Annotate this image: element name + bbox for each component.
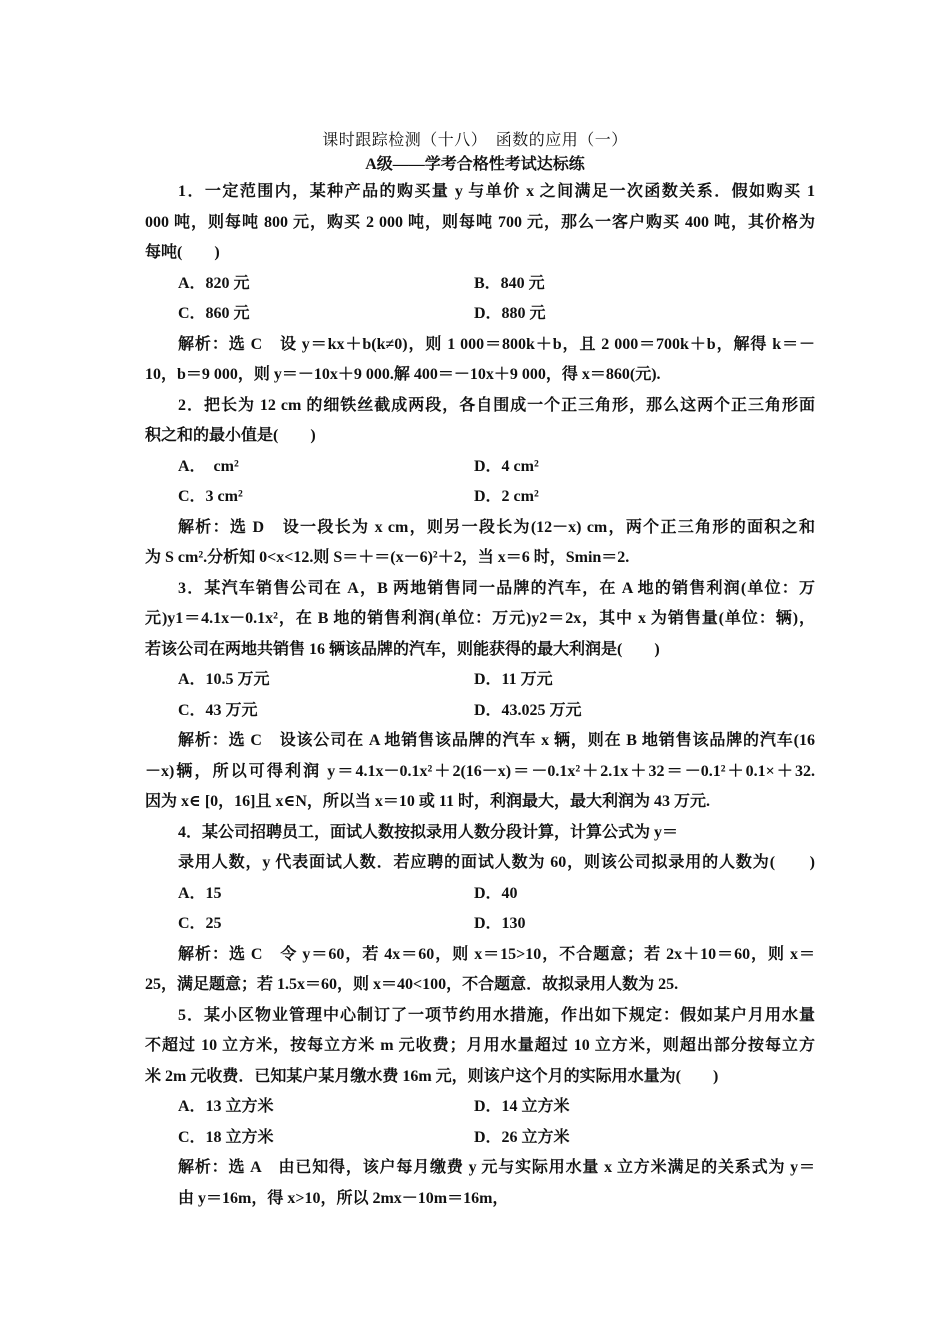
q1-solution-line-1: 解析：选 C 设 y＝kx＋b(k≠0)，则 1 000＝800k＋b，且 2 000＝700k＋b，解得 k＝－ <box>178 336 815 353</box>
q5-text-line-3: 米 2m 元收费．已知某户某月缴水费 16m 元，则该户这个月的实际用水量为( ) <box>145 1068 719 1085</box>
q5-option-b: D．14 立方米 <box>474 1098 570 1115</box>
q1-option-d: D．880 元 <box>474 305 546 322</box>
q4-option-b: D．40 <box>474 885 518 902</box>
q3-text-line-2: 元)y1＝4.1x－0.1x²，在 B 地的销售利润(单位：万元)y2＝2x，其中 x 为销售量(单位：辆)， <box>145 610 815 627</box>
q3-text-line-1: 3．某汽车销售公司在 A，B 两地销售同一品牌的汽车，在 A 地的销售利润(单位：万 <box>178 580 815 597</box>
q3-solution-line-3: 因为 x∈ [0，16]且 x∈N，所以当 x＝10 或 11 时，利润最大，最大利润为 43 万元. <box>145 793 711 810</box>
q5-option-a: A．13 立方米 <box>178 1098 274 1115</box>
q1-text-line-2: 000 吨，则每吨 800 元，购买 2 000 吨，则每吨 700 元，那么一客户购买 400 吨，其价格为 <box>145 214 815 231</box>
q2-text-line-1: 2．把长为 12 cm 的细铁丝截成两段，各自围成一个正三角形，那么这两个正三角形面 <box>178 397 815 414</box>
q3-solution-line-1: 解析：选 C 设该公司在 A 地销售该品牌的汽车 x 辆，则在 B 地销售该品牌的汽车(16 <box>178 732 815 749</box>
q2-solution-line-2: 为 S cm².分析知 0<x<12.则 S＝＋＝(x－6)²＋2，当 x＝6 时，Smin＝2. <box>145 549 630 566</box>
q2-text-line-2: 积之和的最小值是( ) <box>145 427 316 444</box>
q5-option-d: D．26 立方米 <box>474 1129 570 1146</box>
q1-solution-line-2: 10，b＝9 000，则 y＝－10x＋9 000.解 400＝－10x＋9 000，得 x＝860(元). <box>145 366 661 383</box>
q3-option-d: D．43.025 万元 <box>474 702 582 719</box>
q4-option-d: D．130 <box>474 915 526 932</box>
q1-text-line-3: 每吨( ) <box>145 244 220 261</box>
section-subtitle: A级——学考合格性考试达标练 <box>365 156 585 173</box>
q5-option-c: C．18 立方米 <box>178 1129 274 1146</box>
q1-text-line-1: 1．一定范围内，某种产品的购买量 y 与单价 x 之间满足一次函数关系．假如购买 1 <box>178 183 815 200</box>
q5-solution-line-1: 解析：选 A 由已知得，该户每月缴费 y 元与实际用水量 x 立方米满足的关系式为 y＝ <box>178 1159 815 1176</box>
q5-text-line-2: 不超过 10 立方米，按每立方米 m 元收费；月用水量超过 10 立方米，则超出部分按每立方 <box>145 1037 815 1054</box>
q4-option-a: A．15 <box>178 885 222 902</box>
q2-option-d: D．2 cm² <box>474 488 539 505</box>
q4-text-line-1: 4．某公司招聘员工，面试人数按拟录用人数分段计算，计算公式为 y＝ <box>178 824 679 841</box>
q2-solution-line-1: 解析：选 D 设一段长为 x cm，则另一段长为(12－x) cm，两个正三角形的面积之和 <box>178 519 815 536</box>
q4-option-c: C．25 <box>178 915 222 932</box>
q2-option-b: D．4 cm² <box>474 458 539 475</box>
q3-text-line-3: 若该公司在两地共销售 16 辆该品牌的汽车，则能获得的最大利润是( ) <box>145 641 660 658</box>
q3-option-a: A．10.5 万元 <box>178 671 270 688</box>
q3-option-c: C．43 万元 <box>178 702 258 719</box>
q1-option-a: A．820 元 <box>178 275 250 292</box>
q5-text-line-1: 5．某小区物业管理中心制订了一项节约用水措施，作出如下规定：假如某户月用水量 <box>178 1007 815 1024</box>
q2-option-a: A． cm² <box>178 458 239 475</box>
q4-solution-line-1: 解析：选 C 令 y＝60，若 4x＝60，则 x＝15>10，不合题意；若 2x＋10＝60，则 x＝ <box>178 946 815 963</box>
q4-solution-line-2: 25，满足题意；若 1.5x＝60，则 x＝40<100，不合题意．故拟录用人数为 25. <box>145 976 679 993</box>
q3-solution-line-2: －x)辆，所以可得利润 y＝4.1x－0.1x²＋2(16－x)＝－0.1x²＋2.1x＋32＝－0.1²＋0.1×＋32. <box>145 763 815 780</box>
q1-option-c: C．860 元 <box>178 305 250 322</box>
q4-text-line-2: 录用人数，y 代表面试人数．若应聘的面试人数为 60，则该公司拟录用的人数为( ) <box>178 854 815 871</box>
page-title: 课时跟踪检测（十八） 函数的应用（一） <box>322 132 628 149</box>
q2-option-c: C．3 cm² <box>178 488 243 505</box>
q5-solution-line-2: 由 y＝16m，得 x>10，所以 2mx－10m＝16m， <box>178 1190 509 1207</box>
q3-option-b: D．11 万元 <box>474 671 553 688</box>
q1-option-b: B．840 元 <box>474 275 545 292</box>
